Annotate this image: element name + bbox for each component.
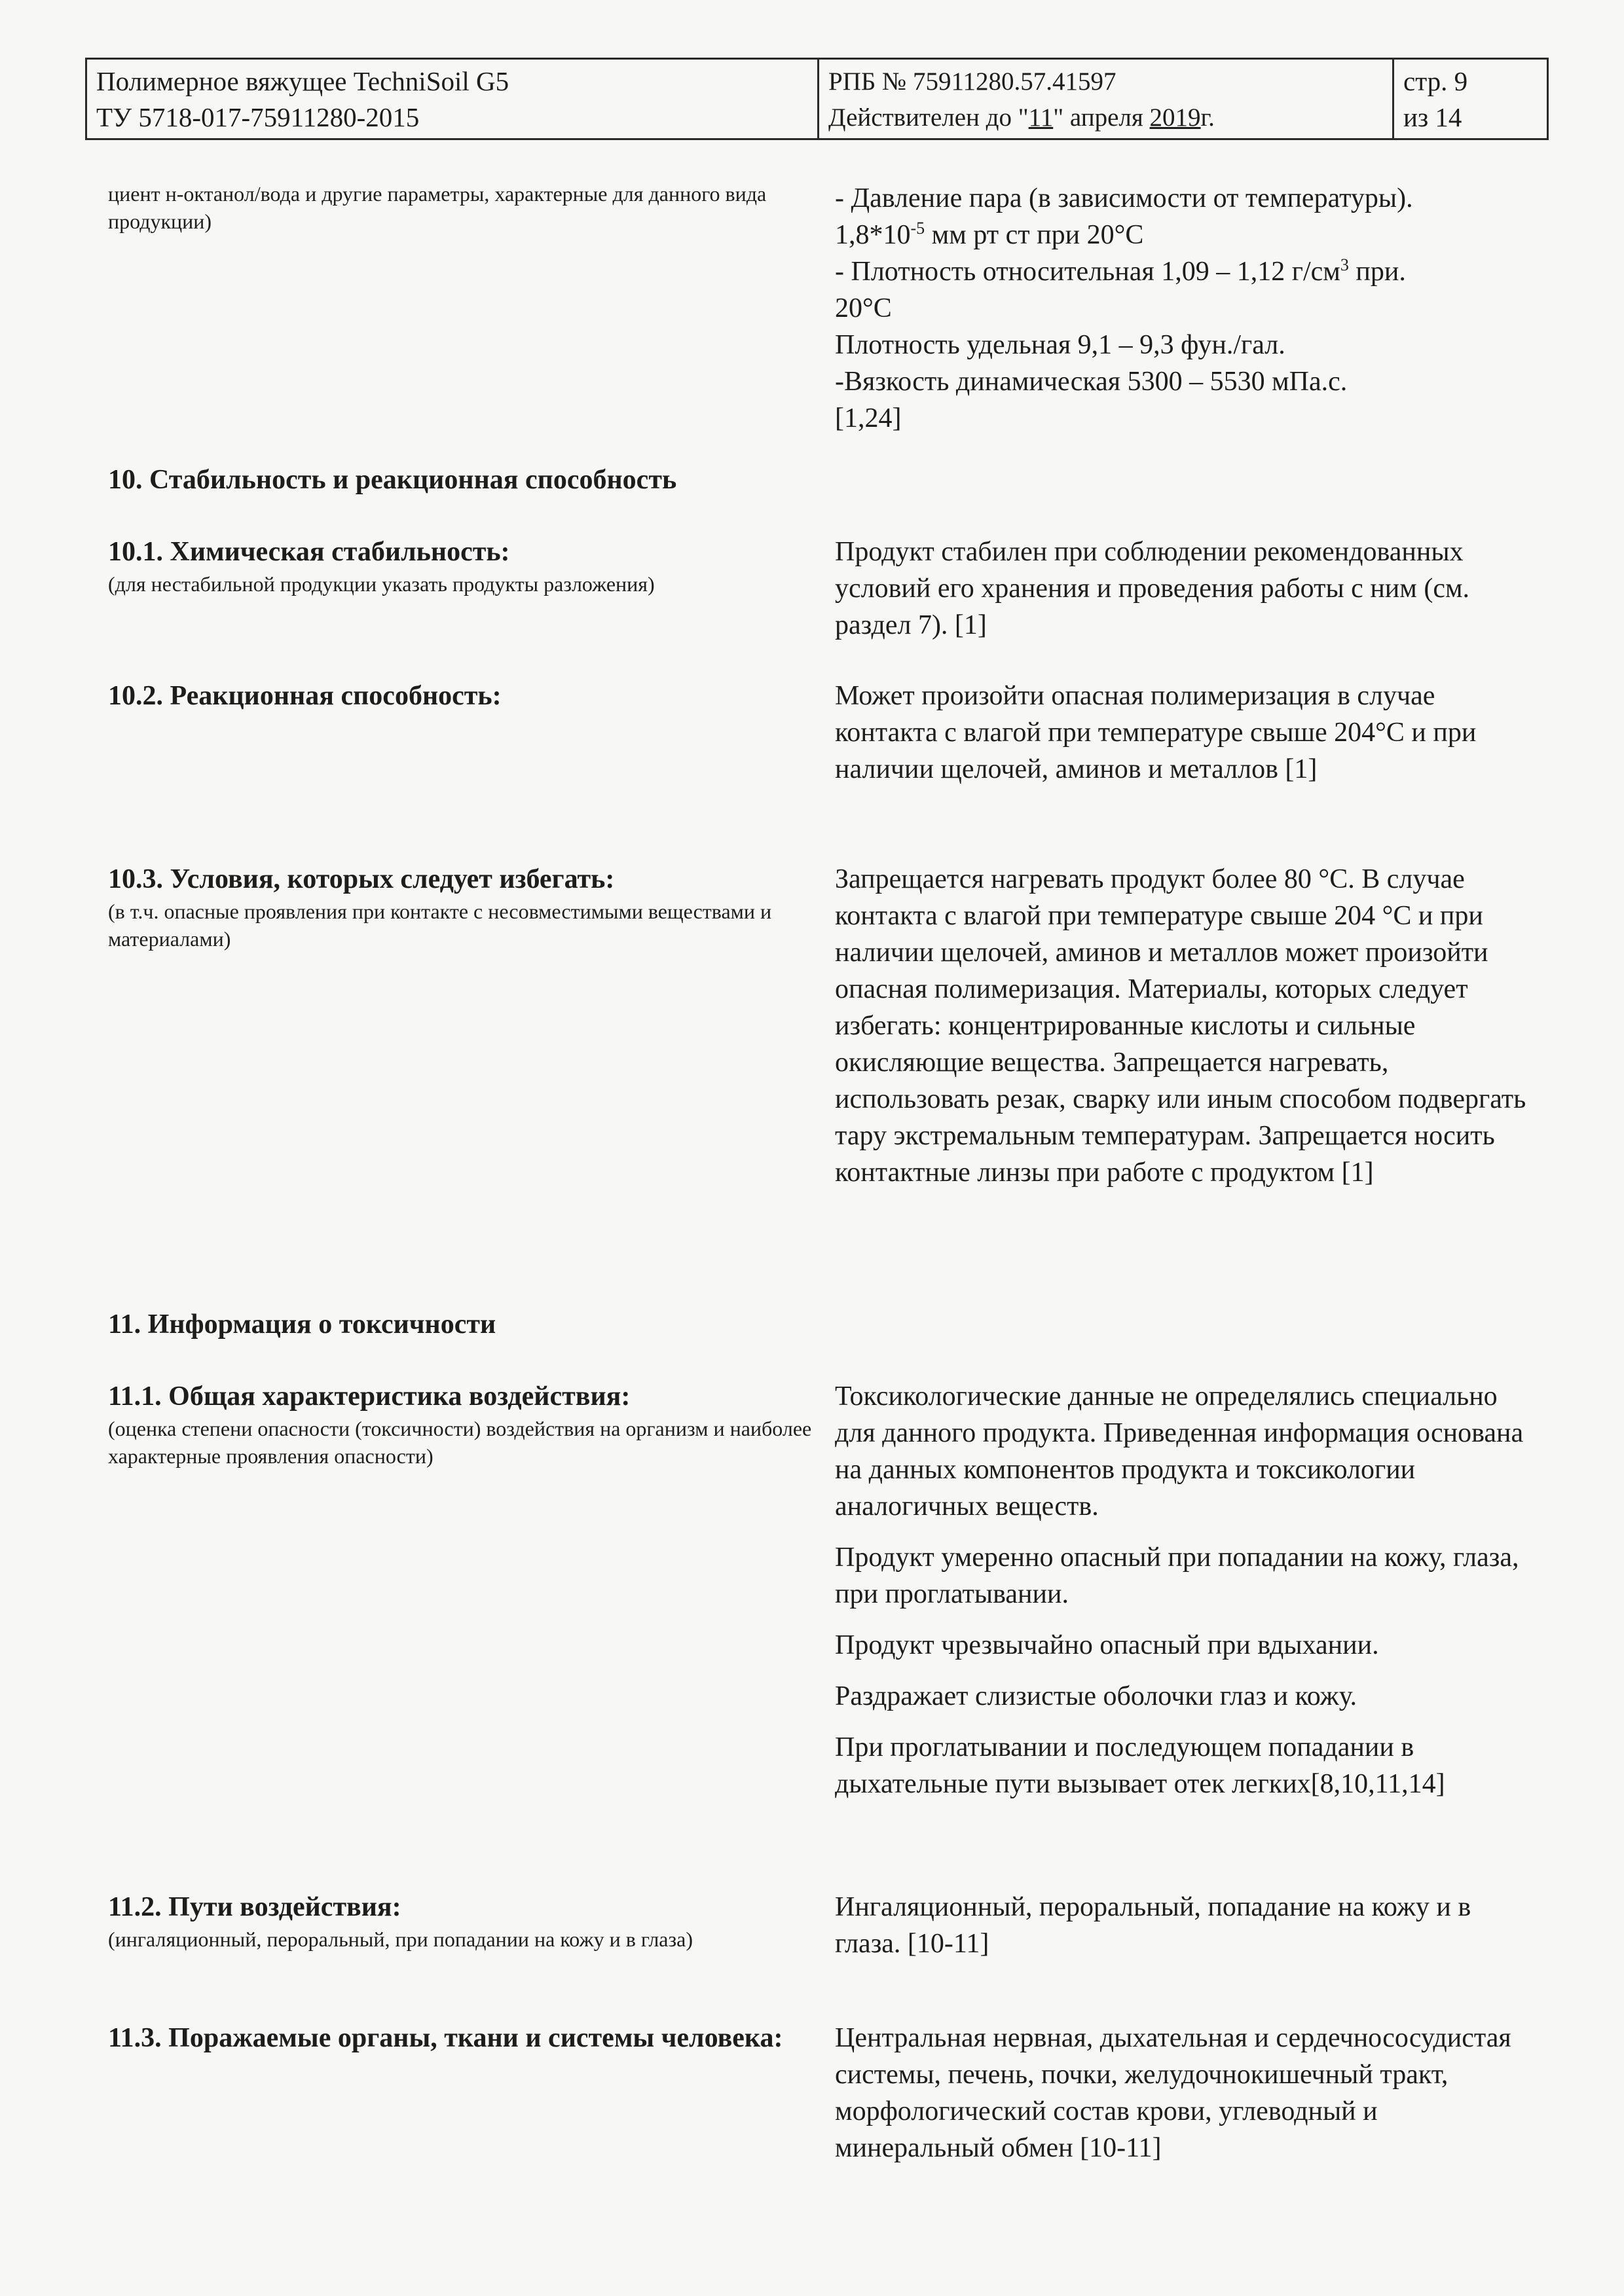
section-11-2-label xyxy=(108,1889,819,1953)
validity-date: Действителен до "11" апреля 2019г. xyxy=(828,103,1215,132)
section-10-3-text: Запрещается нагревать продукт более 80 °С. В случае контакта с влагой при температуре свыше 204 °С и при наличии щелочей, аминов и металлов может произойти опасная полимеризация. Материалы, которых следует избегать: концентрированные кислоты и сильные окисляющие вещества. Запрещается нагревать, использовать резак, сварку или иным способом подвергать тару экстремальным температурам. Запрещается носить контактные линзы при работе с продуктом [1] xyxy=(835,864,1526,1188)
registration-number: РПБ № 75911280.57.41597 xyxy=(828,67,1116,96)
section-10-3-title: 10.3. Условия, которых следует избегать: xyxy=(108,864,615,894)
section-10-2-text: Может произойти опасная полимеризация в случае контакта с влагой при температуре свыше 204°С и при наличии щелочей, аминов и металлов [1] xyxy=(835,681,1477,784)
section-10-heading-row xyxy=(108,462,1536,498)
product-name: Полимерное вяжущее TechniSoil G5 xyxy=(96,66,509,96)
dynamic-viscosity: -Вязкость динамическая 5300 – 5530 мПа.с. xyxy=(835,367,1348,397)
section-11-2-title: 11.2. Пути воздействия: xyxy=(108,1892,401,1922)
section-11-2-text: Ингаляционный, пероральный, попадание на кожу и в глаза. [10-11] xyxy=(835,1892,1471,1959)
properties-reference: [1,24] xyxy=(835,403,902,433)
section-11-3-title: 11.3. Поражаемые органы, ткани и системы человека: xyxy=(108,2023,783,2053)
section-11-title: 11. Информация о токсичности xyxy=(108,1309,496,1339)
toxicity-ingestion: При проглатывании и последующем попадании в дыхательные пути вызывает отек легких[8,10,11,14] xyxy=(835,1732,1445,1799)
vapor-pressure-label: - Давление пара (в зависимости от температуры). xyxy=(835,183,1413,213)
properties-values xyxy=(835,180,1536,437)
section-11-3-text: Центральная нервная, дыхательная и сердечнососудистая системы, печень, почки, желудочнокишечный тракт, морфологический состав крови, углеводный и минеральный обмен [10-11] xyxy=(835,2023,1511,2163)
section-10-1-text: Продукт стабилен при соблюдении рекомендованных условий его хранения и проведения работы с ним (см. раздел 7). [1] xyxy=(835,537,1470,640)
section-10-3-note: (в т.ч. опасные проявления при контакте с несовместимыми веществами и материалами) xyxy=(108,900,772,951)
section-10-3-label xyxy=(108,861,819,953)
vapor-pressure-value: $1,8*10^{-5}$ мм рт ст при 20°С xyxy=(835,219,1144,250)
section-11-heading-row xyxy=(108,1306,1536,1343)
section-10-1-label xyxy=(108,534,819,598)
toxicity-irritation: Раздражает слизистые оболочки глаз и кожу. xyxy=(835,1681,1357,1711)
toxicity-skin-eyes: Продукт умеренно опасный при попадании на кожу, глаза, при проглатывании. xyxy=(835,1542,1519,1609)
header-registration-cell xyxy=(817,60,1392,138)
relative-density: - Плотность относительная 1,09 – 1,12 $г/см^3$ при. xyxy=(835,255,1406,287)
section-11-2-note: (ингаляционный, пероральный, при попадании на кожу и в глаза) xyxy=(108,1927,693,1951)
product-tu: ТУ 5718-017-75911280-2015 xyxy=(96,102,420,132)
section-11-3-label xyxy=(108,2020,789,2056)
section-11-1-note: (оценка степени опасности (токсичности) воздействия на организм и наиболее характерные проявления опасности) xyxy=(108,1417,812,1468)
specific-density: Плотность удельная 9,1 – 9,3 фун./гал. xyxy=(835,330,1285,360)
relative-density-temp: 20°С xyxy=(835,293,892,323)
section-11-1-label xyxy=(108,1378,819,1470)
properties-note: циент н-октанол/вода и другие параметры, характерные для данного вида продукции) xyxy=(108,182,767,233)
document-header xyxy=(85,58,1549,140)
section-10-2-label xyxy=(108,678,819,714)
section-10-1-title: 10.1. Химическая стабильность: xyxy=(108,537,510,567)
section-10-2-title: 10.2. Реакционная способность: xyxy=(108,681,502,711)
section-11-1-title: 11.1. Общая характеристика воздействия: xyxy=(108,1381,631,1412)
section-10-1-note: (для нестабильной продукции указать продукты разложения) xyxy=(108,572,655,596)
page-number: стр. 9 xyxy=(1403,66,1468,96)
section-10-title: 10. Стабильность и реакционная способность xyxy=(108,465,677,495)
toxicity-inhalation: Продукт чрезвычайно опасный при вдыхании. xyxy=(835,1630,1379,1660)
section-11-1-text xyxy=(835,1378,1536,1817)
toxicity-summary: Токсикологические данные не определялись специально для данного продукта. Приведенная информация основана на данных компонентов продукта и токсикологии аналогичных веществ. xyxy=(835,1381,1524,1522)
header-page-cell xyxy=(1392,60,1547,138)
header-product-cell xyxy=(87,60,817,138)
page-total: из 14 xyxy=(1403,102,1462,132)
